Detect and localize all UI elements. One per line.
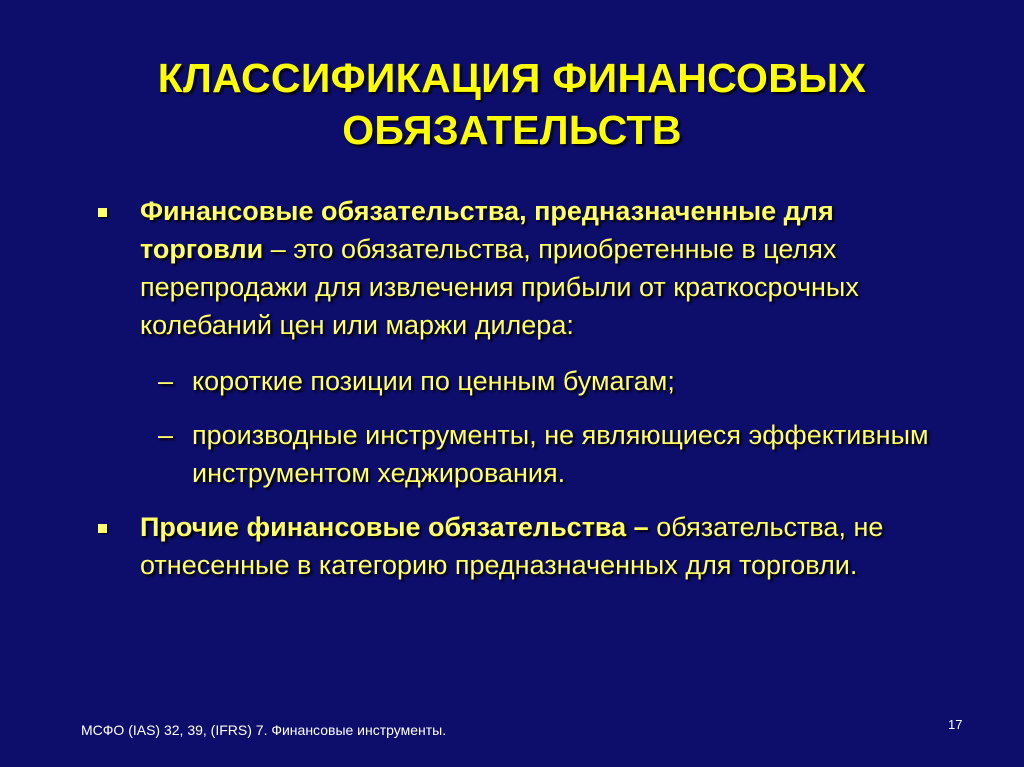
slide-body xyxy=(96,192,956,584)
dash-marker: – xyxy=(158,366,174,396)
bullet-item-bold: Финансовые обязательства, предназначенные для торговли xyxy=(140,196,834,264)
bullet-item-trading-liabilities xyxy=(96,192,956,344)
sub-item-text: производные инструменты, не являющиеся эффективным инструментом хеджирования. xyxy=(192,420,929,488)
slide-title-line-2: ОБЯЗАТЕЛЬСТВ xyxy=(342,107,682,153)
bullet-item-text: обязательства, не отнесенные в категорию предназначенных для торговли. xyxy=(140,512,884,580)
page-number: 17 xyxy=(948,717,963,732)
bullet-item-text: – это обязательства, приобретенные в целях перепродажи для извлечения прибыли от краткосрочных колебаний цен или маржи дилера: xyxy=(140,234,859,340)
sub-item-short-positions xyxy=(96,362,956,400)
sub-item-text: короткие позиции по ценным бумагам; xyxy=(192,366,675,396)
slide-title-line-1: КЛАССИФИКАЦИЯ ФИНАНСОВЫХ xyxy=(157,55,867,101)
square-bullet-icon xyxy=(98,208,107,217)
sub-item-derivatives xyxy=(96,416,956,492)
dash-marker: – xyxy=(158,420,174,450)
slide-title xyxy=(60,52,964,156)
square-bullet-icon xyxy=(98,524,107,533)
slide-footer: МСФО (IAS) 32, 39, (IFRS) 7. Финансовые инструменты. xyxy=(81,722,447,738)
bullet-item-bold: Прочие финансовые обязательства – xyxy=(140,512,649,542)
bullet-item-other-liabilities xyxy=(96,508,956,584)
